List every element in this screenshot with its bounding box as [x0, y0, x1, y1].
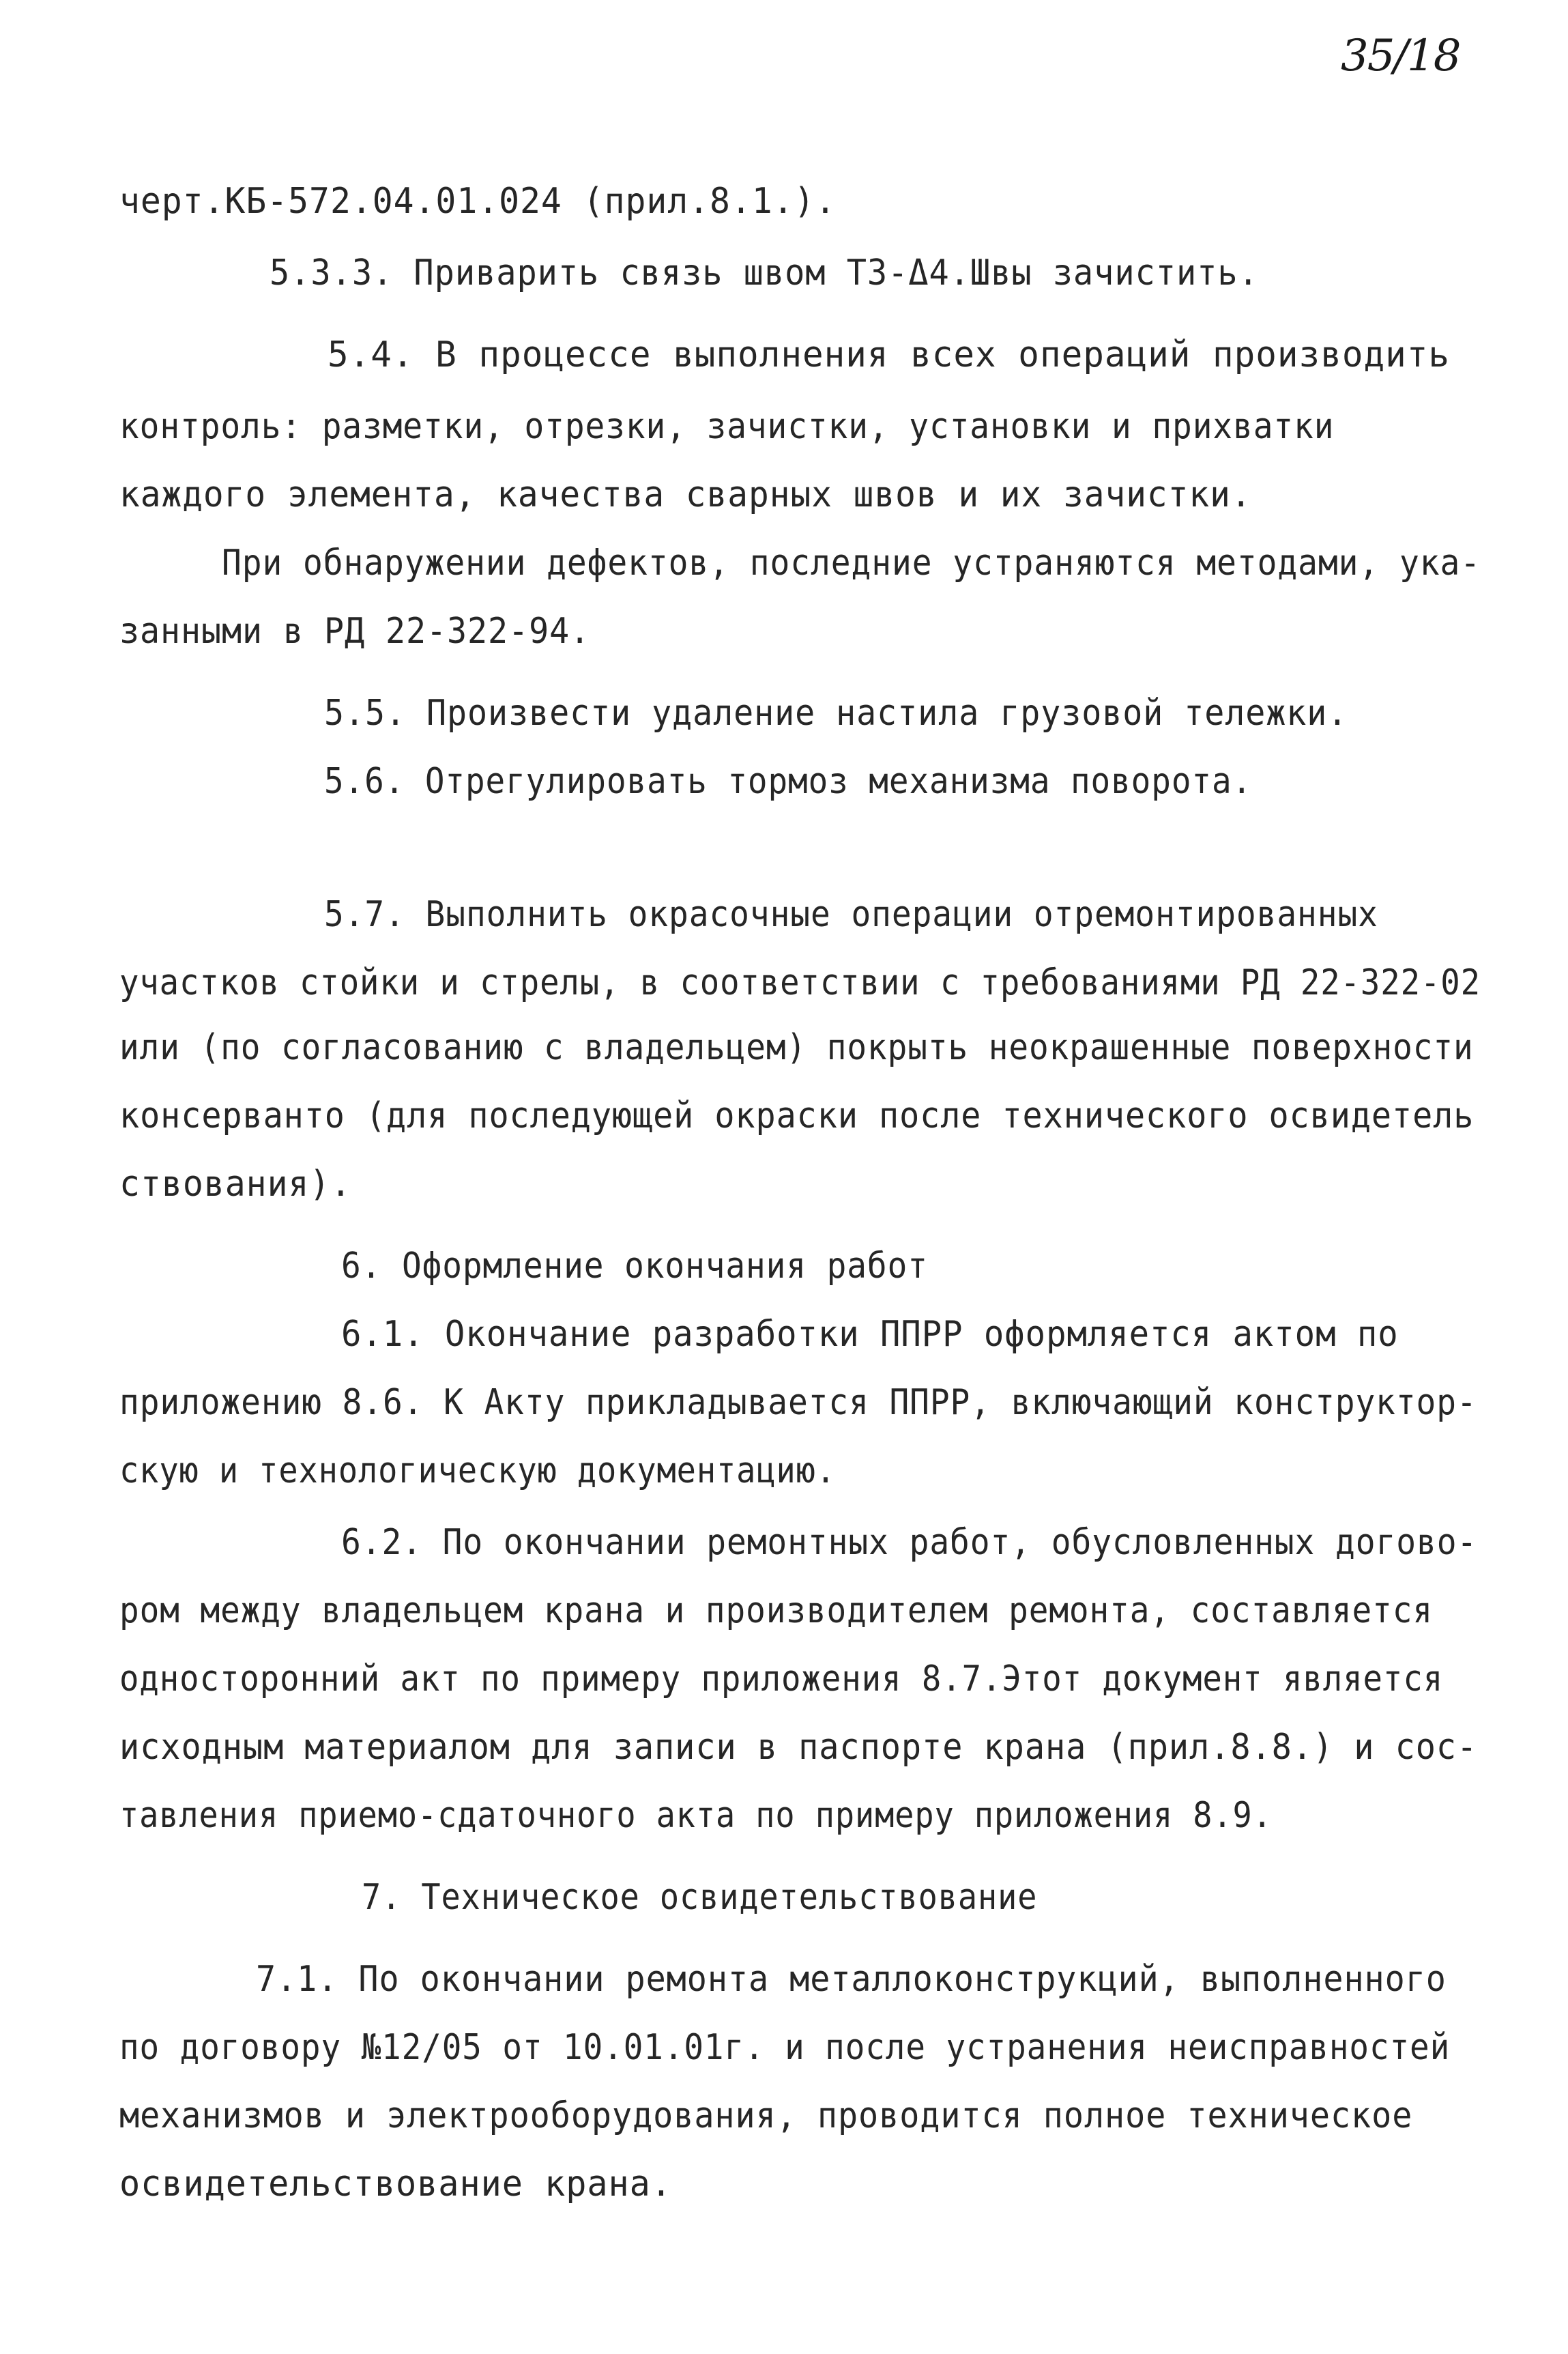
text-line: скую и технологическую документацию. [119, 1450, 836, 1491]
text-line: участков стойки и стрелы, в соответствии с требованиями РД 22-322-02 [119, 962, 1481, 1003]
text-line: 5.3.3. Приварить связь швом Т3-Δ4.Швы зачистить. [270, 253, 1259, 293]
text-line: по договору №12/05 от 10.01.01г. и после устранения неисправностей [119, 2027, 1451, 2068]
text-line: занными в РД 22-322-94. [119, 611, 591, 652]
text-line: 7. Техническое освидетельствование [362, 1877, 1038, 1918]
text-line: контроль: разметки, отрезки, зачистки, установки и прихватки [119, 406, 1335, 447]
text-line: При обнаружении дефектов, последние устраняются методами, ука- [222, 543, 1481, 584]
text-line: механизмов и электрооборудования, проводится полное техническое [119, 2095, 1413, 2136]
text-line: односторонний акт по примеру приложения 8.7.Этот документ является [119, 1659, 1444, 1699]
text-line: 6.1. Окончание разработки ППРР оформляется актом по [341, 1314, 1399, 1355]
text-line: ствования). [119, 1164, 352, 1205]
text-line: каждого элемента, качества сварных швов и их зачистки. [119, 474, 1252, 515]
text-line: 6. Оформление окончания работ [341, 1246, 928, 1287]
text-line: 5.7. Выполнить окрасочные операции отремонтированных [324, 894, 1378, 935]
text-line: черт.КБ-572.04.01.024 (прил.8.1.). [119, 181, 837, 222]
text-line: тавления приемо-сдаточного акта по примеру приложения 8.9. [119, 1795, 1273, 1836]
text-line: 7.1. По окончании ремонта металлоконструкций, выполненного [256, 1959, 1447, 2000]
text-line: освидетельствование крана. [119, 2164, 672, 2205]
text-line: 6.2. По окончании ремонтных работ, обусловленных догово- [341, 1522, 1478, 1563]
text-line: исходным материалом для записи в паспорте крана (прил.8.8.) и сос- [119, 1727, 1478, 1768]
page-number: 35/18 [1341, 31, 1460, 81]
text-line: приложению 8.6. К Акту прикладывается ППРР, включающий конструктор- [119, 1382, 1477, 1423]
text-line: 5.4. В процессе выполнения всех операций производить [328, 334, 1451, 375]
text-line: ром между владельцем крана и производителем ремонта, составляется [119, 1590, 1434, 1631]
text-line: консерванто (для последующей окраски после технического освидетель [119, 1095, 1475, 1136]
text-line: 5.5. Произвести удаление настила грузовой тележки. [324, 693, 1348, 734]
text-line: 5.6. Отрегулировать тормоз механизма поворота. [324, 761, 1253, 802]
text-line: или (по согласованию с владельцем) покрыть неокрашенные поверхности [119, 1027, 1474, 1068]
